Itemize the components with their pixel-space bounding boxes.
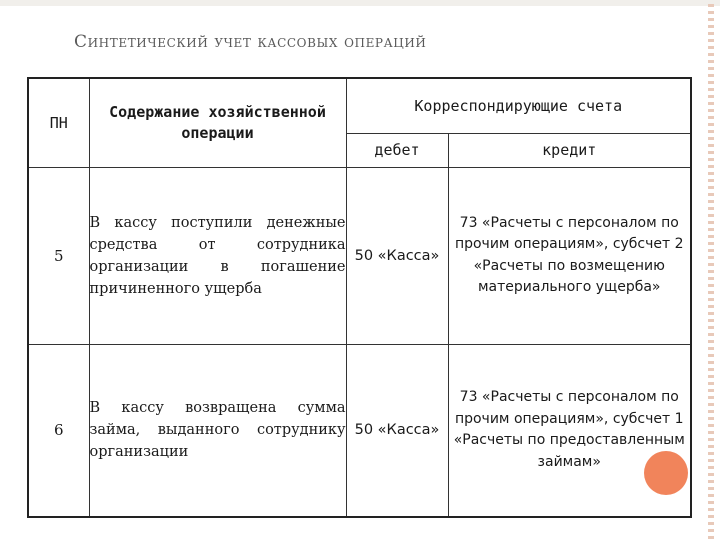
table-row — [28, 344, 691, 517]
top-rule — [0, 0, 720, 6]
row-credit: 73 «Расчеты с персоналом по прочим операциям», субсчет 2 «Расчеты по возмещению материального ущерба» — [448, 167, 691, 344]
accent-circle — [644, 451, 688, 495]
header-row — [28, 78, 691, 133]
row-debit: 50 «Касса» — [346, 167, 448, 344]
row-pn: 6 — [28, 344, 89, 517]
row-pn: 5 — [28, 167, 89, 344]
header-correspondence: Корреспондирующие счета — [346, 78, 691, 133]
row-credit: 73 «Расчеты с персоналом по прочим операциям», субсчет 1 «Расчеты по предоставленным займам» — [448, 344, 691, 517]
slide-title: Синтетический учет кассовых операций — [74, 32, 427, 52]
operations-table — [27, 77, 692, 518]
edge-decoration — [708, 4, 714, 540]
header-pn: ПН — [28, 78, 89, 167]
header-credit: кредит — [448, 133, 691, 167]
header-content: Содержание хозяйственной операции — [89, 78, 346, 167]
row-content: В кассу поступили денежные средства от сотрудника организации в погашение причиненного ущерба — [89, 167, 346, 344]
table-row — [28, 167, 691, 344]
row-debit: 50 «Касса» — [346, 344, 448, 517]
header-debit: дебет — [346, 133, 448, 167]
row-content: В кассу возвращена сумма займа, выданного сотруднику организации — [89, 344, 346, 517]
